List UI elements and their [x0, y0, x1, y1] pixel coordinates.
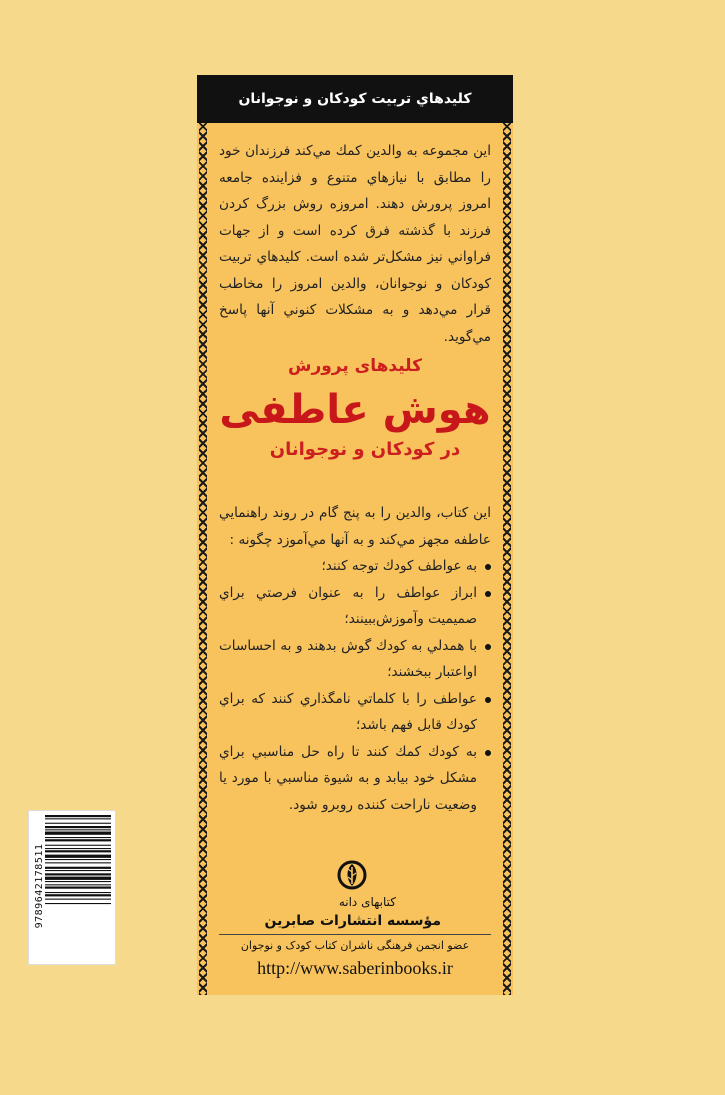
barcode-digits: 9789642178511	[34, 843, 45, 929]
barcode-bar	[45, 859, 111, 860]
barcode-bar	[45, 870, 111, 871]
barcode-bar	[45, 892, 111, 893]
barcode-bar	[45, 855, 111, 858]
list-item: ابراز عواطف را به عنوان فرصتي براي صميميت وآموزش‌ببينند؛	[219, 580, 491, 633]
barcode-bar	[45, 823, 111, 824]
imprint-publisher: مؤسسه انتشارات صابرین	[264, 913, 441, 929]
series-intro: اين مجموعه به والدين كمك مي‌كند فرزندان خود را مطابق با نيازهاي متنوع و فزاينده جامعه امروز پرورش دهند. امروزه روش بزرگ كردن فرزند با گذشته فرق كرده است و از جهات فراواني نيز مشكل‌تر شده است. كليدهاي تربيت كودكان و نوجوانان، والدين امروز را مخاطب قرار مي‌دهد و به مشكلات كنوني آنها پاسخ مي‌گويد.	[219, 143, 491, 345]
barcode-bar	[45, 848, 111, 849]
imprint-block	[219, 893, 491, 980]
barcode-bar	[45, 884, 111, 885]
publisher-logo-icon	[337, 858, 367, 892]
barcode-bar	[45, 899, 111, 900]
list-item: به كودك كمك كنند تا راه حل مناسبي براي مشكل خود بيابد و به شيوة مناسبي با مورد يا وضعيت ناراحت كننده روبرو شود.	[219, 739, 491, 819]
list-item: با همدلي به كودك گوش بدهند و به احساسات اواعتبار ببخشند؛	[219, 633, 491, 686]
imprint-membership: عضو انجمن فرهنگی ناشران کتاب کودک و نوجوان	[240, 939, 470, 952]
divider	[219, 934, 491, 935]
barcode-bar	[45, 845, 111, 846]
publisher-website: http://www.saberinbooks.ir	[257, 958, 453, 978]
book-title-suffix: در کودکان و نوجوانان	[269, 439, 461, 460]
book-title-main: هوش عاطفی	[219, 387, 491, 433]
barcode-bar	[45, 826, 111, 828]
series-header	[197, 75, 513, 123]
zigzag-border-left	[199, 123, 207, 995]
barcode-bar	[45, 850, 111, 852]
barcode-bar	[45, 818, 111, 819]
barcode-bar	[45, 894, 111, 896]
barcode-bar	[45, 815, 111, 817]
barcode-bar	[45, 877, 111, 880]
barcode-bar	[45, 903, 111, 904]
book-description	[219, 500, 491, 818]
barcode-bar	[45, 867, 111, 869]
back-cover-panel	[197, 75, 513, 995]
imprint-series: کتابهای دانه	[338, 895, 396, 909]
barcode-bar	[45, 837, 111, 838]
zigzag-border-right	[503, 123, 511, 995]
barcode-bar	[45, 881, 111, 882]
list-item: به عواطف كودك توجه كنند؛	[219, 553, 491, 580]
barcode-bar	[45, 887, 111, 889]
book-title-block	[197, 354, 513, 462]
barcode-bars	[45, 815, 111, 959]
book-title-prefix: کلیدهای پرورش	[287, 356, 423, 376]
barcode-bar	[45, 862, 111, 863]
isbn-barcode	[28, 810, 116, 965]
barcode-bar	[45, 829, 111, 830]
description-lead: اين كتاب، والدين را به پنج گام در روند راهنمايي عاطفه مجهز مي‌كند و به آنها مي‌آموزد چگونه :	[219, 505, 491, 548]
barcode-bar	[45, 873, 111, 875]
barcode-bar	[45, 832, 111, 835]
series-title: كليدهاي تربيت كودكان و نوجوانان	[238, 91, 472, 107]
description-list	[219, 553, 491, 818]
list-item: عواطف را با كلماتي نامگذاري كنند كه براي كودك قابل فهم باشد؛	[219, 686, 491, 739]
barcode-bar	[45, 839, 111, 841]
